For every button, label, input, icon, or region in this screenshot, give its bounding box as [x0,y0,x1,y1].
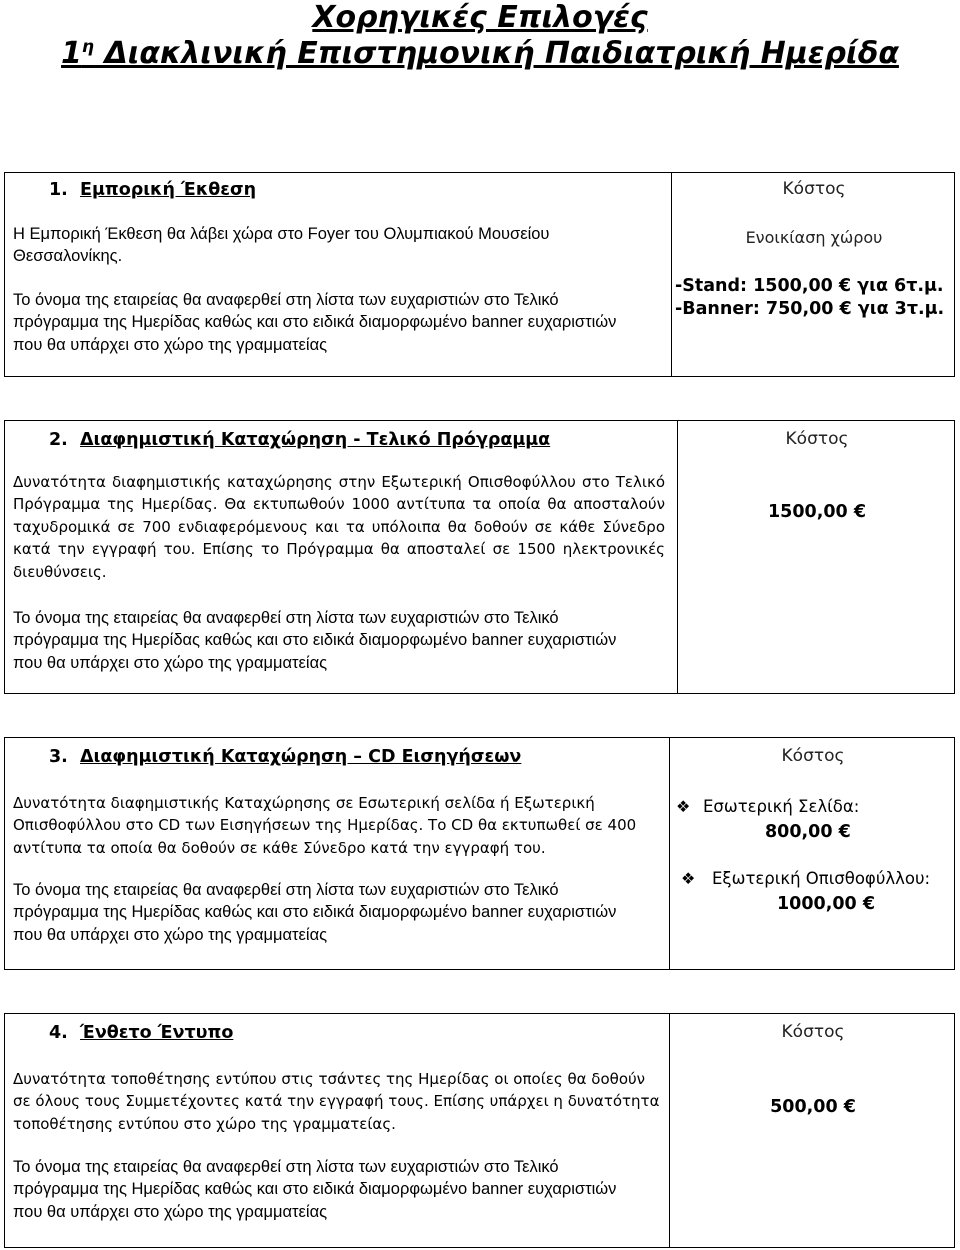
subtitle-text: Διακλινική Επιστημονική Παιδιατρική Ημερίδα [94,36,899,71]
euro-icon: € [838,822,851,842]
euro-icon: € [838,276,852,296]
section-program-ad [4,420,955,694]
section-acknowledgement: Το όνομα της εταιρείας θα αναφερθεί στη λίστα των ευχαριστιών στο Τελικό πρόγραμμα της Ημερίδας καθώς και στο ειδικά διαμορφωμένο banner ευχαριστιών που θα υπάρχει στο χώρο της γραμματείας [13,1158,617,1221]
section-description: Η Εμπορική Έκθεση θα λάβει χώρα στο Foyer του Ολυμπιακού Μουσείου Θεσσαλονίκης. [13,225,550,266]
section-acknowledgement: Το όνομα της εταιρείας θα αναφερθεί στη λίστα των ευχαριστιών στο Τελικό πρόγραμμα της Ημερίδας καθώς και στο ειδικά διαμορφωμένο banner ευχαριστιών που θα υπάρχει στο χώρο της γραμματείας [13,291,617,354]
section-acknowledgement: Το όνομα της εταιρείας θα αναφερθεί στη λίστα των ευχαριστιών στο Τελικό πρόγραμμα της Ημερίδας καθώς και στο ειδικά διαμορφωμένο banner ευχαριστιών που θα υπάρχει στο χώρο της γραμματείας [13,881,617,944]
section-number: 2. [49,430,68,450]
option-price [777,894,875,914]
section-heading-text: Ένθετο Έντυπο [80,1023,234,1043]
price-value [678,502,956,522]
section-acknowledgement: Το όνομα της εταιρείας θα αναφερθεί στη λίστα των ευχαριστιών στο Τελικό πρόγραμμα της Ημερίδας καθώς και στο ειδικά διαμορφωμένο banner ευχαριστιών που θα υπάρχει στο χώρο της γραμματείας [13,609,617,672]
section-number: 4. [49,1023,68,1043]
price-banner-value: -Banner: 750,00 [675,299,834,319]
subtitle-number: 1 [61,36,82,71]
price-stand-area: για 6τ.μ. [851,276,944,296]
section-heading [49,1022,233,1044]
subtitle-superscript: η [81,37,95,57]
cost-sublabel: Ενοικίαση χώρου [745,228,883,247]
cost-label: Κόστος [782,179,846,199]
section-number: 3. [49,747,68,767]
option-label: Εξωτερική Οπισθοφύλλου: [712,869,931,888]
section-heading [49,179,256,201]
option-label: Εσωτερική Σελίδα: [703,797,860,816]
section-left-column [5,421,678,693]
page-title: Χορηγικές Επιλογές [312,0,648,35]
price-stand-value: -Stand: 1500,00 [675,276,833,296]
price-amount: 1500,00 [768,502,848,522]
price-amount: 500,00 [770,1097,838,1117]
section-heading [49,746,521,768]
section-heading-text: Διαφημιστική Καταχώρηση - Τελικό Πρόγραμμα [80,430,551,450]
section-left-column [5,173,672,376]
diamond-bullet-icon: ❖ [676,797,691,816]
section-description: Δυνατότητα διαφημιστικής Καταχώρησης σε Εσωτερική σελίδα ή Εξωτερική Οπισθοφύλλου στο CD των Εισηγήσεων της Ημερίδας. Το CD θα εκτυπωθεί σε 400 αντίτυπα τα οποία θα δοθούν σε κάθε Σύνεδρο κατά την εγγραφή του. [13,794,637,857]
section-heading-text: Διαφημιστική Καταχώρηση – CD Εισηγήσεων [80,747,522,767]
price-value [670,1097,956,1117]
euro-icon: € [843,1097,856,1117]
section-description: Δυνατότητα τοποθέτησης εντύπου στις τσάντες της Ημερίδας οι οποίες θα δοθούν σε όλους τους Συμμετέχοντες κατά την εγγραφή τους. Επίσης υπάρχει η δυνατότητα τοποθέτησης εντύπου στο χώρο της γραμματείας. [13,1070,660,1133]
euro-icon: € [839,299,852,319]
section-insert-leaflet [4,1013,955,1248]
option-price-amount: 800,00 [765,822,833,842]
cost-label: Κόστος [785,429,849,449]
cost-label: Κόστος [781,1022,845,1042]
euro-icon: € [862,894,875,914]
page-subtitle [0,36,960,72]
section-left-column [5,1014,670,1247]
cost-label: Κόστος [781,746,845,766]
price-stand [675,276,944,296]
option-price [765,822,851,842]
section-left-column [5,738,670,969]
section-heading-text: Εμπορική Έκθεση [80,180,257,200]
euro-icon: € [853,502,866,522]
diamond-bullet-icon: ❖ [681,869,696,888]
price-banner [675,299,944,319]
section-number: 1. [49,180,68,200]
section-cd-ad [4,737,955,970]
price-banner-area: για 3τ.μ. [851,299,945,319]
section-description: Δυνατότητα διαφημιστικής καταχώρησης στην Εξωτερική Οπισθοφύλλου στο Τελικό Πρόγραμμα της Ημερίδας. Θα εκτυπωθούν 1000 αντίτυπα τα οποία θα αποσταλούν ταχυδρομικά σε 700 ενδιαφερόμενους και τα υπόλοιπα θα δοθούν σε κάθε Σύνεδρο κατά την εγγραφή του. Επίσης το Πρόγραμμα θα αποσταλεί σε 1500 ηλεκτρονικές διευθύνσεις. [13,473,665,581]
option-price-amount: 1000,00 [777,894,857,914]
section-heading [49,429,550,451]
section-commercial-exhibition [4,172,955,377]
